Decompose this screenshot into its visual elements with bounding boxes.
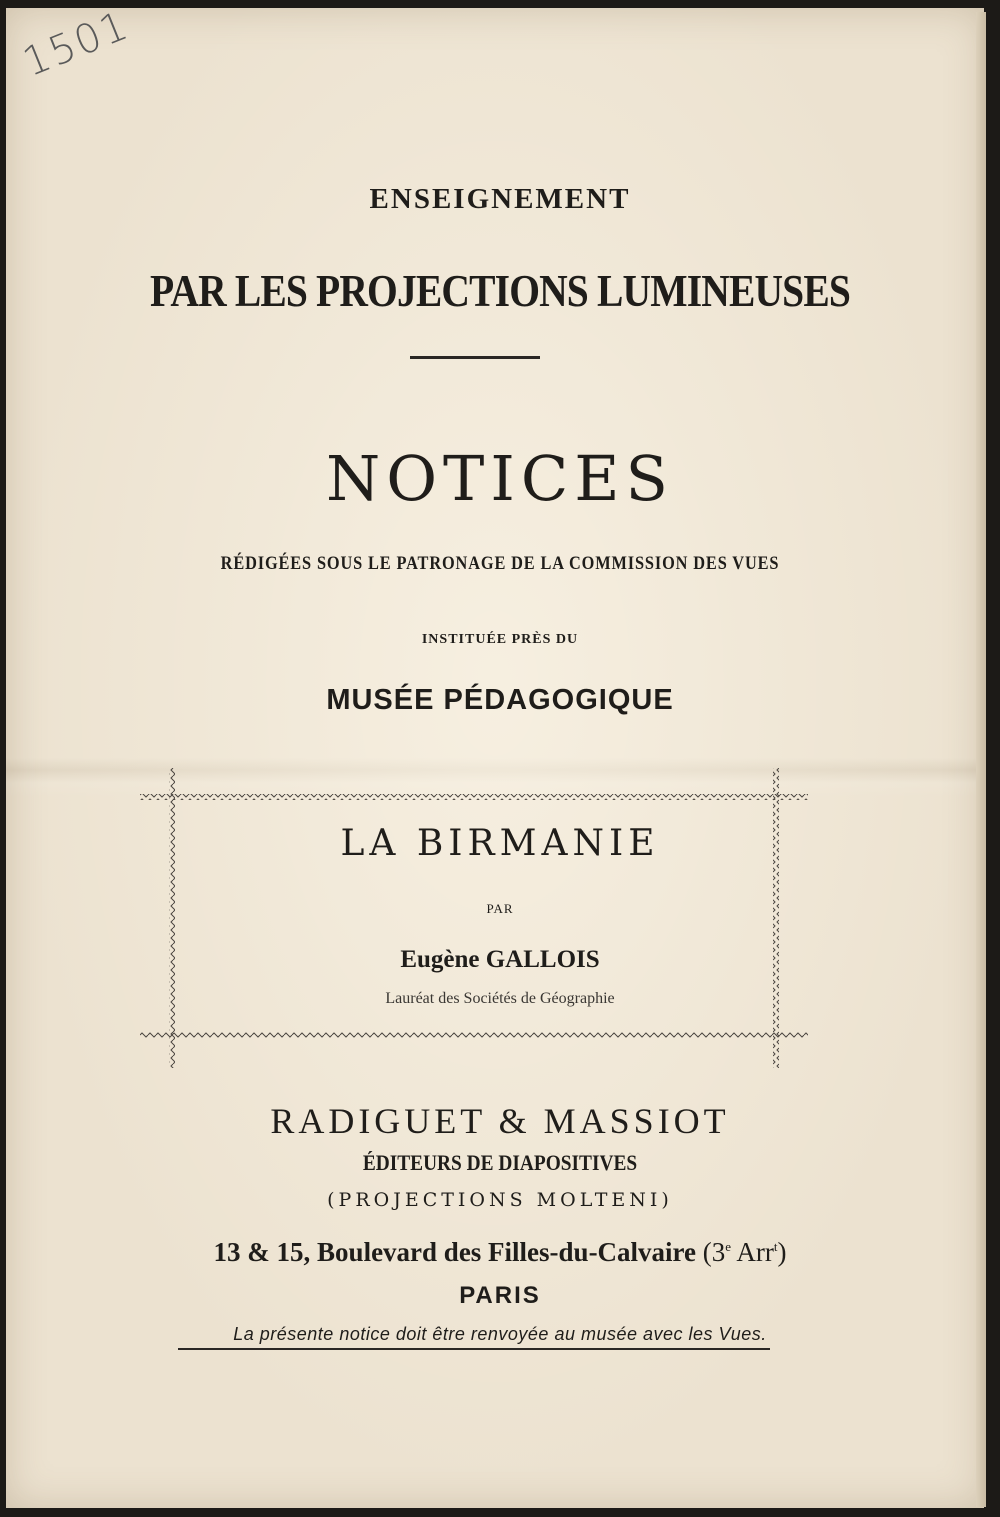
header-projections: PAR LES PROJECTIONS LUMINEUSES bbox=[150, 265, 850, 316]
museum-name: MUSÉE PÉDAGOGIQUE bbox=[326, 684, 674, 716]
address-arrondissement: (3e Arr$^t$) bbox=[702, 1237, 787, 1267]
title-frame bbox=[140, 768, 808, 1068]
title-notices: NOTICES bbox=[325, 442, 675, 515]
header-enseignement: ENSEIGNEMENT bbox=[369, 183, 631, 215]
publisher-name: RADIGUET & MASSIOT bbox=[270, 1101, 730, 1141]
handwritten-number: 1501 bbox=[16, 2, 136, 86]
subtitle-redigees: RÉDIGÉES SOUS LE PATRONAGE DE LA COMMISSION DES VUES bbox=[220, 553, 780, 574]
subtitle-instituee: INSTITUÉE PRÈS DU bbox=[421, 632, 579, 647]
notice-underline bbox=[178, 1348, 770, 1350]
by-label: PAR bbox=[486, 901, 514, 916]
publisher-city: PARIS bbox=[459, 1282, 541, 1309]
return-notice: La présente notice doit être renvoyée au musée avec les Vues. bbox=[233, 1324, 767, 1344]
work-title: LA BIRMANIE bbox=[340, 823, 660, 864]
publisher-address bbox=[0, 1237, 1000, 1268]
author-name: Eugène GALLOIS bbox=[400, 946, 600, 973]
address-street: 13 & 15, Boulevard des Filles-du-Calvaire bbox=[213, 1237, 697, 1267]
ornamental-border bbox=[140, 768, 808, 1068]
divider-rule bbox=[410, 356, 540, 359]
author-title: Lauréat des Sociétés de Géographie bbox=[385, 990, 615, 1007]
publisher-role: ÉDITEURS DE DIAPOSITIVES bbox=[362, 1150, 638, 1175]
publisher-brand: (PROJECTIONS MOLTENI) bbox=[327, 1189, 673, 1211]
